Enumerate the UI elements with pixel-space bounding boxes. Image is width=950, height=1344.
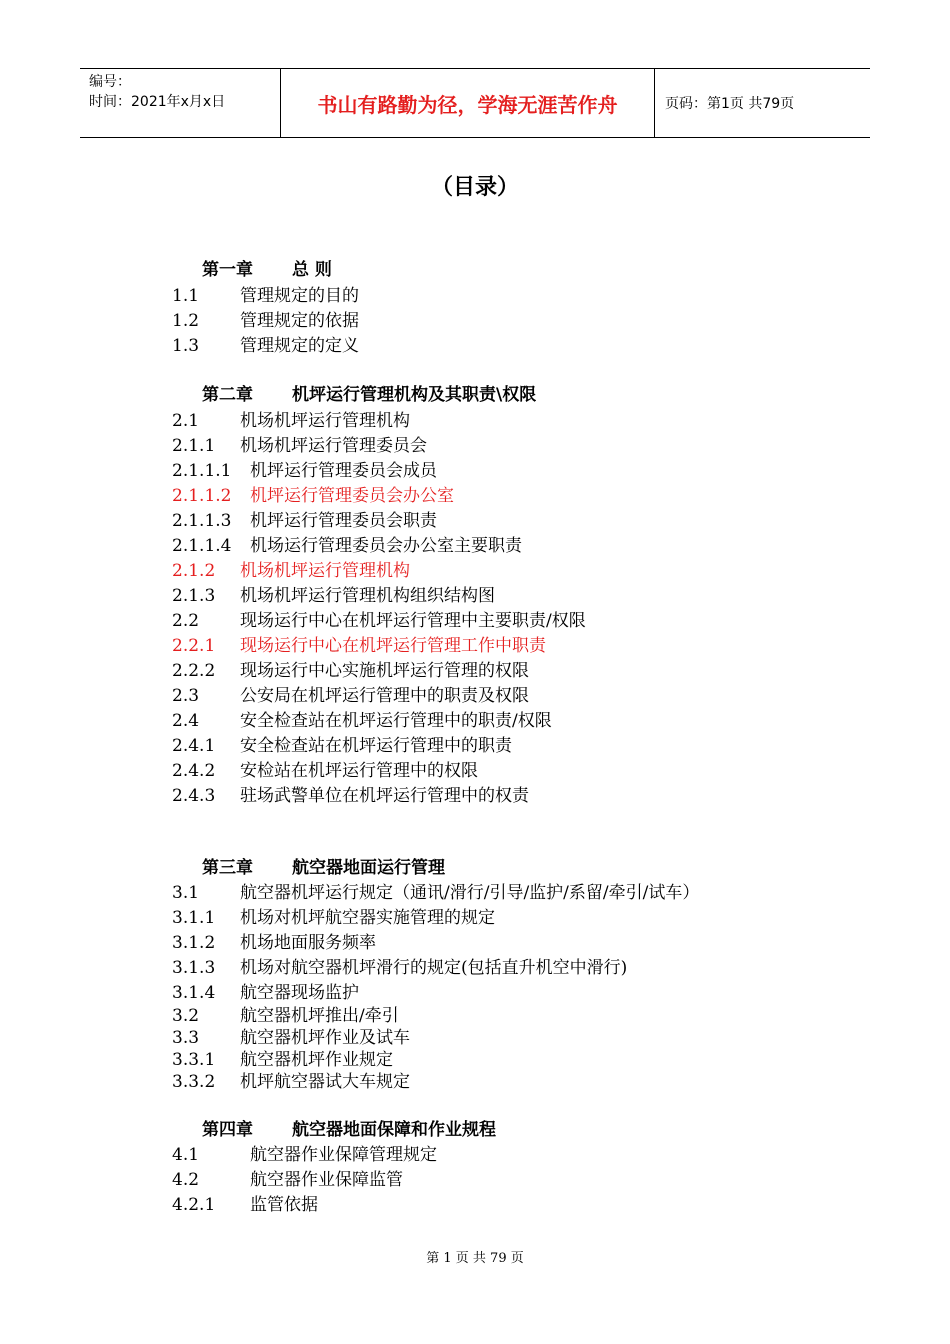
toc-item bbox=[172, 932, 376, 954]
toc-item bbox=[172, 882, 699, 904]
toc-item bbox=[172, 435, 427, 457]
toc-item-number: 2.2.1 bbox=[172, 636, 216, 656]
toc-item-number: 2.1.1.1 bbox=[172, 461, 232, 481]
toc-item-number: 2.4 bbox=[172, 711, 200, 731]
chapter-number: 第三章 bbox=[202, 858, 253, 878]
toc-item bbox=[172, 660, 529, 682]
toc-item-number: 3.1 bbox=[172, 883, 200, 903]
toc-item-text: 机坪航空器试大车规定 bbox=[240, 1072, 410, 1092]
page-header bbox=[80, 68, 870, 138]
toc-item bbox=[172, 907, 495, 929]
chapter-title: 航空器地面保障和作业规程 bbox=[292, 1120, 496, 1140]
toc-item-number: 2.1.1.4 bbox=[172, 536, 232, 556]
toc-item-number: 2.1.1 bbox=[172, 436, 216, 456]
chapter-number: 第一章 bbox=[202, 260, 253, 280]
toc-item-number: 2.2 bbox=[172, 611, 200, 631]
toc-item-number: 2.2.2 bbox=[172, 661, 216, 681]
toc-item bbox=[172, 1027, 410, 1049]
toc-item-text: 管理规定的定义 bbox=[240, 336, 359, 356]
toc-item-number: 2.3 bbox=[172, 686, 200, 706]
chapter-title: 航空器地面运行管理 bbox=[292, 858, 445, 878]
toc-item-text: 安检站在机坪运行管理中的权限 bbox=[240, 761, 478, 781]
chapter-title: 机坪运行管理机构及其职责\权限 bbox=[292, 385, 537, 405]
chapter-title: 总 则 bbox=[292, 260, 332, 280]
toc-item-number: 3.3 bbox=[172, 1028, 200, 1048]
time-label: 时间：2021年x月x日 bbox=[89, 94, 226, 110]
toc-item-number: 4.2.1 bbox=[172, 1195, 216, 1215]
toc-item-number: 2.1.1.3 bbox=[172, 511, 232, 531]
toc-item-number: 1.2 bbox=[172, 311, 200, 331]
toc-item bbox=[172, 957, 627, 979]
toc-item bbox=[172, 982, 359, 1004]
toc-item-text: 安全检查站在机坪运行管理中的职责/权限 bbox=[240, 711, 552, 731]
toc-item-number: 1.3 bbox=[172, 336, 200, 356]
toc-item-text: 管理规定的依据 bbox=[240, 311, 359, 331]
toc-item-number: 2.4.2 bbox=[172, 761, 216, 781]
chapter-number: 第二章 bbox=[202, 385, 253, 405]
toc-item-text: 现场运行中心实施机坪运行管理的权限 bbox=[240, 661, 529, 681]
toc-item-text: 航空器作业保障监管 bbox=[250, 1170, 403, 1190]
toc-item-text: 机坪运行管理委员会职责 bbox=[250, 511, 437, 531]
toc-item bbox=[172, 485, 454, 507]
toc-item-text: 机场运行管理委员会办公室主要职责 bbox=[250, 536, 522, 556]
toc-item-number: 2.4.3 bbox=[172, 786, 216, 806]
chapter-heading bbox=[202, 1119, 496, 1141]
toc-item bbox=[172, 560, 410, 582]
toc-item-number: 3.1.4 bbox=[172, 983, 216, 1003]
chapter-heading bbox=[202, 384, 536, 406]
toc-item-text: 机场机坪运行管理机构组织结构图 bbox=[240, 586, 495, 606]
toc-item bbox=[172, 1071, 410, 1093]
toc-item-text: 航空器机坪作业及试车 bbox=[240, 1028, 410, 1048]
toc-item bbox=[172, 685, 529, 707]
toc-item-number: 3.1.3 bbox=[172, 958, 216, 978]
toc-item-text: 机坪运行管理委员会成员 bbox=[250, 461, 437, 481]
toc-item-number: 2.1 bbox=[172, 411, 200, 431]
toc-item bbox=[172, 535, 522, 557]
toc-item bbox=[172, 1005, 399, 1027]
header-page-info: 页码：第1页 共79页 bbox=[665, 96, 795, 112]
toc-item-text: 公安局在机坪运行管理中的职责及权限 bbox=[240, 686, 529, 706]
toc-item bbox=[172, 285, 359, 307]
toc-item-number: 2.1.3 bbox=[172, 586, 216, 606]
toc-item-text: 驻场武警单位在机坪运行管理中的权责 bbox=[240, 786, 529, 806]
page-footer: 第 1 页 共 79 页 bbox=[426, 1251, 524, 1266]
chapter-heading bbox=[202, 259, 332, 281]
toc-item-text: 航空器机坪运行规定（通讯/滑行/引导/监护/系留/牵引/试车） bbox=[240, 883, 700, 903]
toc-item-text: 机场对机坪航空器实施管理的规定 bbox=[240, 908, 495, 928]
toc-item-text: 机场对航空器机坪滑行的规定(包括直升机空中滑行) bbox=[240, 958, 628, 978]
toc-item-number: 3.3.1 bbox=[172, 1050, 216, 1070]
toc-item-text: 机场机坪运行管理机构 bbox=[240, 411, 410, 431]
header-motto: 书山有路勤为径，学海无涯苦作舟 bbox=[281, 69, 655, 137]
toc-item bbox=[172, 635, 546, 657]
toc-item-number: 2.1.1.2 bbox=[172, 486, 232, 506]
toc-item bbox=[172, 785, 529, 807]
toc-item bbox=[172, 510, 437, 532]
toc-item-text: 机场机坪运行管理委员会 bbox=[240, 436, 427, 456]
toc-item-text: 机场地面服务频率 bbox=[240, 933, 376, 953]
toc-item bbox=[172, 1169, 403, 1191]
toc-item bbox=[172, 710, 552, 732]
toc-item-text: 现场运行中心在机坪运行管理工作中职责 bbox=[240, 636, 546, 656]
header-left-cell bbox=[80, 69, 281, 137]
toc-item-number: 2.4.1 bbox=[172, 736, 216, 756]
toc-item-number: 3.2 bbox=[172, 1006, 200, 1026]
toc-item-text: 航空器作业保障管理规定 bbox=[250, 1145, 437, 1165]
page-title: （目录） bbox=[430, 175, 519, 200]
toc-item bbox=[172, 1194, 318, 1216]
toc-item-number: 4.2 bbox=[172, 1170, 200, 1190]
chapter-heading bbox=[202, 857, 445, 879]
toc-item-text: 机场机坪运行管理机构 bbox=[240, 561, 410, 581]
toc-item-number: 1.1 bbox=[172, 286, 200, 306]
toc-item-text: 航空器现场监护 bbox=[240, 983, 359, 1003]
toc-item-number: 3.3.2 bbox=[172, 1072, 216, 1092]
toc-item-text: 机坪运行管理委员会办公室 bbox=[250, 486, 454, 506]
toc-item-text: 航空器机坪推出/牵引 bbox=[240, 1006, 399, 1026]
toc-item bbox=[172, 335, 359, 357]
toc-item-text: 现场运行中心在机坪运行管理中主要职责/权限 bbox=[240, 611, 586, 631]
toc-item bbox=[172, 410, 410, 432]
toc-item bbox=[172, 760, 478, 782]
toc-item-text: 航空器机坪作业规定 bbox=[240, 1050, 393, 1070]
toc-item-number: 3.1.2 bbox=[172, 933, 216, 953]
toc-item-text: 安全检查站在机坪运行管理中的职责 bbox=[240, 736, 512, 756]
toc-item bbox=[172, 310, 359, 332]
number-label: 编号： bbox=[89, 74, 131, 90]
toc-item bbox=[172, 1049, 393, 1071]
toc-item-number: 4.1 bbox=[172, 1145, 200, 1165]
chapter-number: 第四章 bbox=[202, 1120, 253, 1140]
toc-item-number: 2.1.2 bbox=[172, 561, 216, 581]
toc-item bbox=[172, 460, 437, 482]
toc-item-text: 管理规定的目的 bbox=[240, 286, 359, 306]
toc-item bbox=[172, 585, 495, 607]
toc-item bbox=[172, 735, 512, 757]
toc-item bbox=[172, 1144, 437, 1166]
toc-item-number: 3.1.1 bbox=[172, 908, 216, 928]
toc-item-text: 监管依据 bbox=[250, 1195, 318, 1215]
toc-item bbox=[172, 610, 586, 632]
